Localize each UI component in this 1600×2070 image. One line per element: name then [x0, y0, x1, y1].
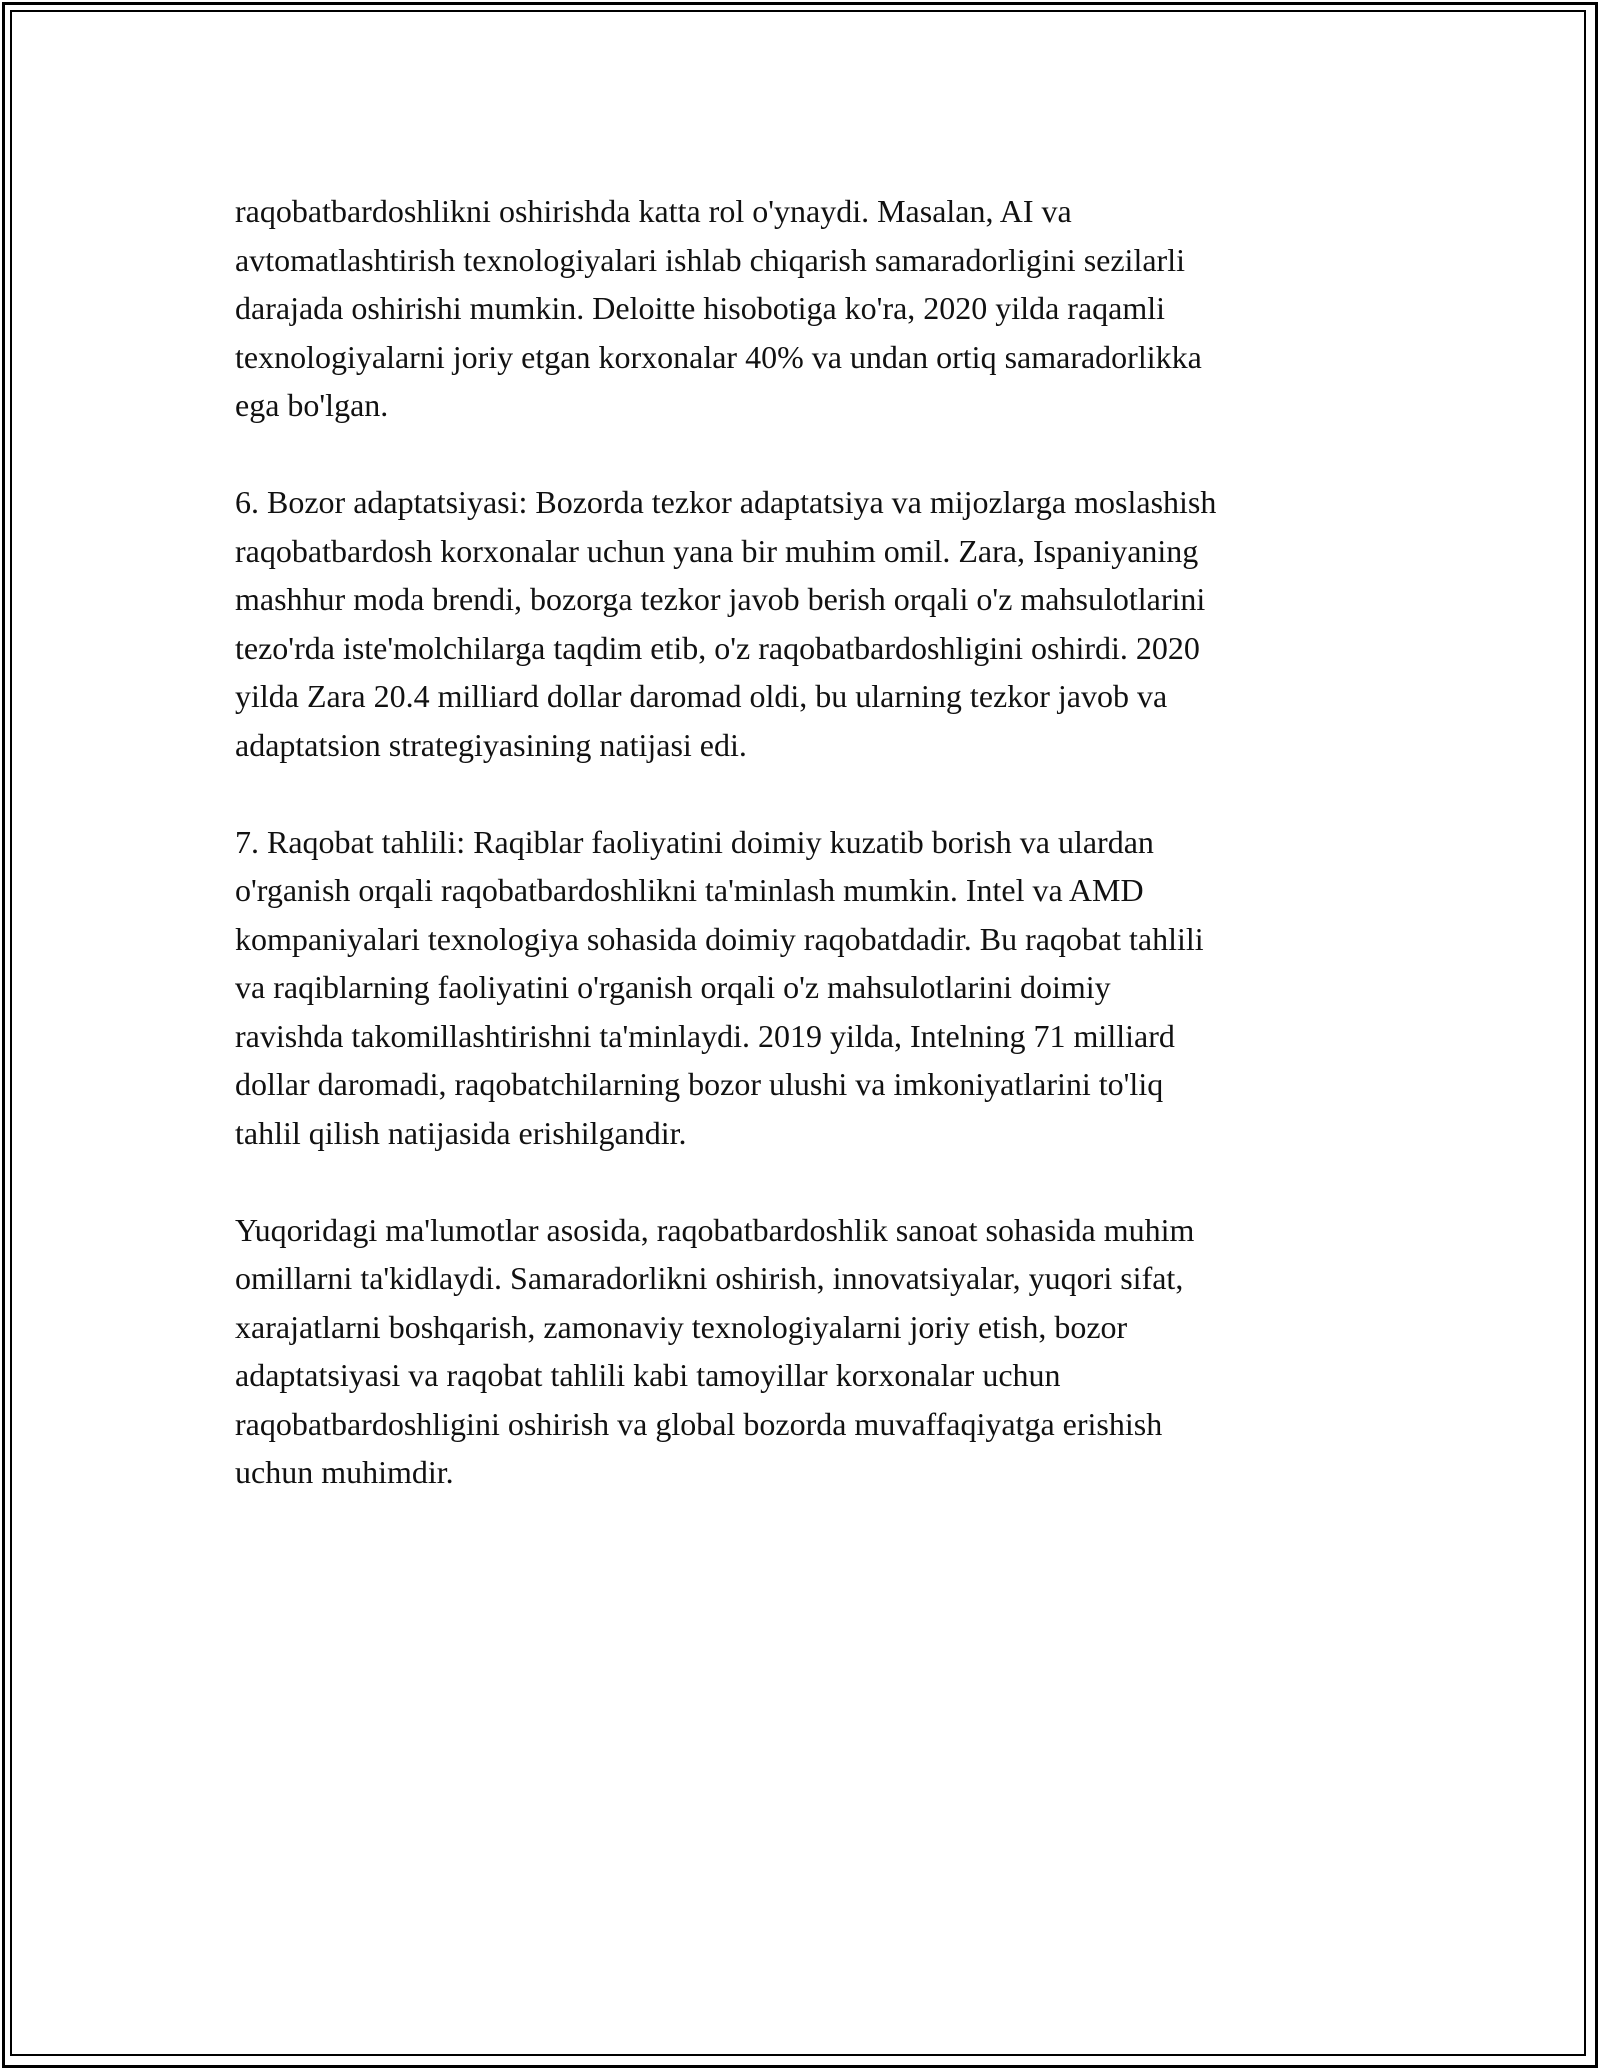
text-line: Yuqoridagi ma'lumotlar asosida, raqobatbardoshlik sanoat sohasida muhim: [235, 1211, 1195, 1248]
paragraph-conclusion: [235, 1206, 1405, 1497]
text-line: tahlil qilish natijasida erishilgandir.: [235, 1114, 687, 1151]
text-line: raqobatbardosh korxonalar uchun yana bir muhim omil. Zara, Ispaniyaning: [235, 532, 1199, 569]
text-line: dollar daromadi, raqobatchilarning bozor ulushi va imkoniyatlarini to'liq: [235, 1066, 1164, 1102]
text-line: raqobatbardoshlikni oshirishda katta rol o'ynaydi. Masalan, AI va: [235, 193, 1072, 229]
document-body: [235, 187, 1405, 1545]
text-line: 7. Raqobat tahlili: Raqiblar faoliyatini doimiy kuzatib borish va ulardan: [235, 823, 1154, 860]
text-line: omillarni ta'kidlaydi. Samaradorlikni oshirish, innovatsiyalar, yuqori sifat,: [235, 1260, 1184, 1296]
text-line: yilda Zara 20.4 milliard dollar daromad oldi, bu ularning tezkor javob va: [235, 678, 1168, 714]
text-line: mashhur moda brendi, bozorga tezkor javob berish orqali o'z mahsulotlarini: [235, 581, 1206, 617]
text-line: o'rganish orqali raqobatbardoshlikni ta'minlash mumkin. Intel va AMD: [235, 872, 1144, 908]
paragraph-market-adaptation: [235, 478, 1405, 769]
text-line: avtomatlashtirish texnologiyalari ishlab chiqarish samaradorligini sezilarli: [235, 241, 1185, 278]
text-line: kompaniyalari texnologiya sohasida doimiy raqobatdadir. Bu raqobat tahlili: [235, 920, 1204, 957]
text-line: adaptatsion strategiyasining natijasi edi.: [235, 726, 747, 763]
text-line: uchun muhimdir.: [235, 1454, 454, 1490]
text-line: ravishda takomillashtirishni ta'minlaydi. 2019 yilda, Intelning 71 milliard: [235, 1017, 1175, 1054]
text-line: ega bo'lgan.: [235, 387, 389, 423]
text-line: 6. Bozor adaptatsiyasi: Bozorda tezkor adaptatsiya va mijozlarga moslashish: [235, 484, 1217, 520]
text-line: texnologiyalarni joriy etgan korxonalar 40% va undan ortiq samaradorlikka: [235, 338, 1202, 375]
text-line: adaptatsiyasi va raqobat tahlili kabi tamoyillar korxonalar uchun: [235, 1357, 1061, 1393]
text-line: tezo'rda iste'molchilarga taqdim etib, o'z raqobatbardoshligini oshirdi. 2020: [235, 629, 1200, 666]
text-line: darajada oshirishi mumkin. Deloitte hisobotiga ko'ra, 2020 yilda raqamli: [235, 290, 1166, 326]
text-line: va raqiblarning faoliyatini o'rganish orqali o'z mahsulotlarini doimiy: [235, 969, 1111, 1005]
paragraph-efficiency-tech: [235, 187, 1405, 430]
paragraph-competition-analysis: [235, 818, 1405, 1158]
text-line: xarajatlarni boshqarish, zamonaviy texnologiyalarni joriy etish, bozor: [235, 1308, 1128, 1345]
text-line: raqobatbardoshligini oshirish va global bozorda muvaffaqiyatga erishish: [235, 1405, 1163, 1442]
